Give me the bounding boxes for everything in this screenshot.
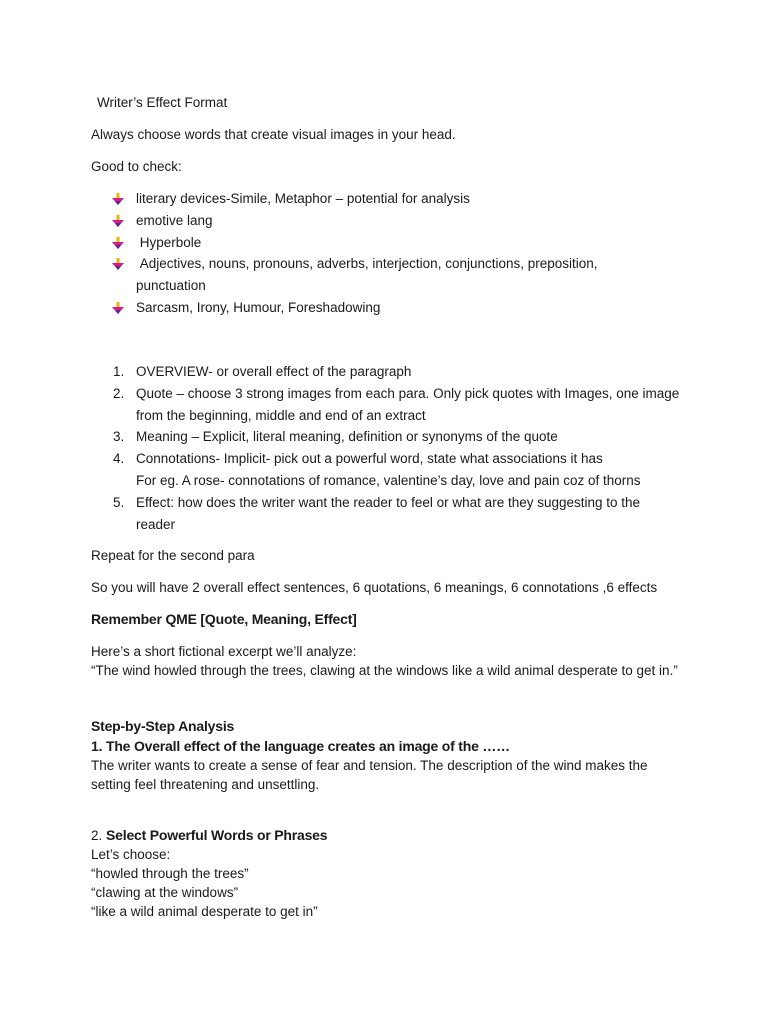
list-item [91, 253, 651, 297]
bullet-text: Hyperbole [136, 234, 202, 250]
arrow-down-bullet-icon [112, 258, 124, 270]
step-text: OVERVIEW- or overall effect of the paragraph [136, 364, 412, 379]
bullet-text: literary devices-Simile, Metaphor – potential for analysis [136, 191, 470, 206]
list-item [91, 426, 681, 448]
step2-heading: Select Powerful Words or Phrases [106, 827, 328, 843]
quote-item: “howled through the trees” [91, 866, 249, 881]
list-item [91, 232, 651, 254]
arrow-down-bullet-icon [112, 302, 124, 314]
list-item [91, 210, 651, 232]
arrow-down-bullet-icon [112, 237, 124, 249]
quote-item: “like a wild animal desperate to get in” [91, 904, 318, 919]
summary-text: So you will have 2 overall effect sentences, 6 quotations, 6 meanings, 6 connotations ,6 effects [91, 580, 658, 595]
step-number: 4. [113, 451, 125, 467]
list-item [91, 297, 651, 319]
step-number: 1. [113, 364, 125, 379]
step-example: For eg. A rose- connotations of romance, valentine’s day, love and pain coz of thorns [136, 472, 641, 488]
analysis-step1-text: The writer wants to create a sense of fear and tension. The description of the wind makes the setting feel threatening and unsettling. [91, 758, 648, 793]
check-list [91, 188, 651, 319]
intro-text: Always choose words that create visual images in your head. [91, 127, 456, 142]
quote-item: “clawing at the windows” [91, 885, 239, 900]
doc-title: Writer’s Effect Format [97, 95, 228, 110]
list-item [91, 492, 681, 536]
arrow-down-bullet-icon [112, 193, 124, 205]
list-item [91, 188, 651, 210]
step2-line [91, 826, 691, 845]
list-item [91, 383, 681, 427]
step-text: Effect: how does the writer want the reader to feel or what are they suggesting to the reader [136, 494, 641, 532]
steps-list [91, 361, 681, 535]
step-number: 5. [113, 494, 125, 510]
bullet-text: Adjectives, nouns, pronouns, adverbs, interjection, conjunctions, preposition, punctuation [136, 256, 602, 294]
bullet-text: emotive lang [136, 212, 213, 228]
step-text: Meaning – Explicit, literal meaning, definition or synonyms of the quote [136, 429, 558, 445]
excerpt-intro: Here’s a short fictional excerpt we’ll analyze: [91, 644, 357, 659]
repeat-text: Repeat for the second para [91, 548, 255, 563]
step-text: Connotations- Implicit- pick out a powerful word, state what associations it has [136, 451, 603, 467]
step-number: 3. [113, 429, 125, 445]
list-item [91, 448, 681, 492]
excerpt-quote: “The wind howled through the trees, clawing at the windows like a wild animal desperate to get in.” [91, 663, 678, 678]
choose-label: Let’s choose: [91, 847, 171, 862]
bullet-text: Sarcasm, Irony, Humour, Foreshadowing [136, 299, 381, 315]
analysis-heading: Step-by-Step Analysis [91, 718, 235, 734]
step-text: Quote – choose 3 strong images from each para. Only pick quotes with Images, one image from the beginning, middle and end of an extract [136, 385, 680, 423]
remember-heading: Remember QME [Quote, Meaning, Effect] [91, 611, 357, 627]
step-number: 2. [113, 385, 125, 401]
check-label: Good to check: [91, 159, 182, 174]
step2-number: 2. [91, 828, 103, 843]
list-item [91, 361, 681, 383]
analysis-step1-heading: 1. The Overall effect of the language creates an image of the …… [91, 738, 510, 754]
arrow-down-bullet-icon [112, 215, 124, 227]
